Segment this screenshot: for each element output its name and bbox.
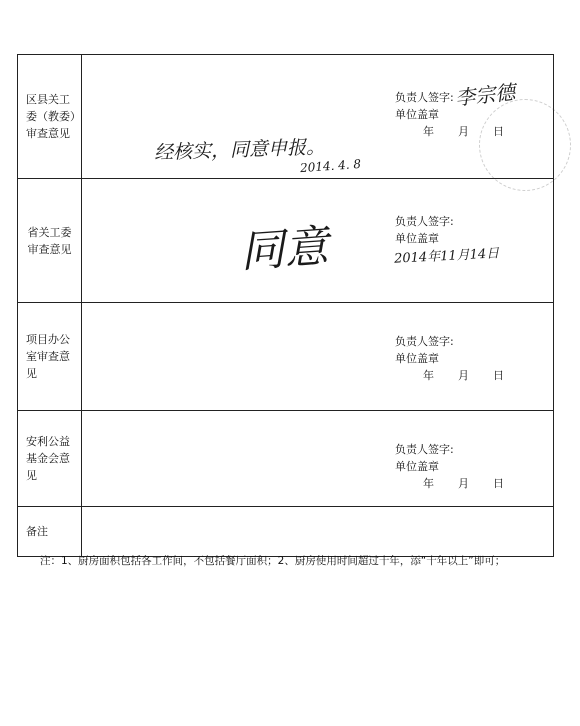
date-line: [395, 475, 528, 492]
label-line: 见: [26, 367, 37, 380]
date-line: [395, 123, 528, 140]
day-label: 日: [493, 477, 504, 490]
label-project-office-review: [18, 303, 82, 411]
label-line: 备注: [26, 525, 48, 538]
label-remarks: [18, 507, 82, 557]
handwritten-date: 2014. 4. 8: [299, 156, 362, 176]
label-district-review: [18, 55, 82, 179]
footnote: 注：1、厨房面积包括各工作间，不包括餐厅面积；2、厨房使用时间超过十年，添“十年以上”即可；: [40, 555, 506, 567]
year-label: 年: [423, 369, 434, 382]
label-foundation-review: [18, 411, 82, 507]
label-line: 审查意见: [26, 127, 70, 140]
month-label: 月: [458, 477, 469, 490]
content-province-review: [82, 179, 554, 303]
month-label: 月: [458, 369, 469, 382]
form-row-district-review: [18, 55, 554, 179]
label-province-review: [18, 179, 82, 303]
content-district-review: [82, 55, 554, 179]
label-line: 委（教委）: [26, 110, 81, 123]
day-label: 日: [493, 125, 504, 138]
label-line: 省关工委: [27, 225, 72, 239]
form-row-foundation-review: [18, 411, 554, 507]
label-line: 项目办公: [26, 333, 70, 346]
label-line: 安利公益: [26, 435, 70, 448]
label-line: 室审查意: [26, 350, 70, 363]
label-line: 审查意见: [27, 242, 72, 256]
day-label: 日: [493, 369, 504, 382]
signature-block: [395, 213, 454, 247]
label-line: 区县关工: [26, 93, 70, 106]
responsible-sign-label: 负责人签字:: [395, 335, 454, 348]
form-row-project-office-review: [18, 303, 554, 411]
year-label: 年: [423, 125, 434, 138]
unit-seal-label: 单位盖章: [395, 460, 439, 473]
label-line: 见: [26, 469, 37, 482]
year-label: 年: [423, 477, 434, 490]
responsible-sign-label: 负责人签字:: [395, 215, 454, 228]
signature-block: [395, 333, 528, 384]
handwritten-signature: 李宗德: [454, 79, 517, 111]
label-line: 基金会意: [26, 452, 70, 465]
date-line: [395, 367, 528, 384]
responsible-sign-label: 负责人签字:: [395, 91, 454, 104]
handwritten-opinion: 经核实，同意申报。: [153, 136, 326, 164]
review-form-table: [17, 54, 554, 557]
form-row-province-review: [18, 179, 554, 303]
content-foundation-review: [82, 411, 554, 507]
responsible-sign-label: 负责人签字:: [395, 443, 454, 456]
handwritten-date: 2014年11月14日: [393, 246, 500, 267]
content-remarks: [82, 507, 554, 557]
handwritten-opinion: 同意: [238, 220, 330, 278]
content-project-office-review: [82, 303, 554, 411]
unit-seal-label: 单位盖章: [395, 232, 439, 245]
month-label: 月: [458, 125, 469, 138]
unit-seal-label: 单位盖章: [395, 108, 439, 121]
signature-block: [395, 441, 528, 492]
form-row-remarks: [18, 507, 554, 557]
unit-seal-label: 单位盖章: [395, 352, 439, 365]
